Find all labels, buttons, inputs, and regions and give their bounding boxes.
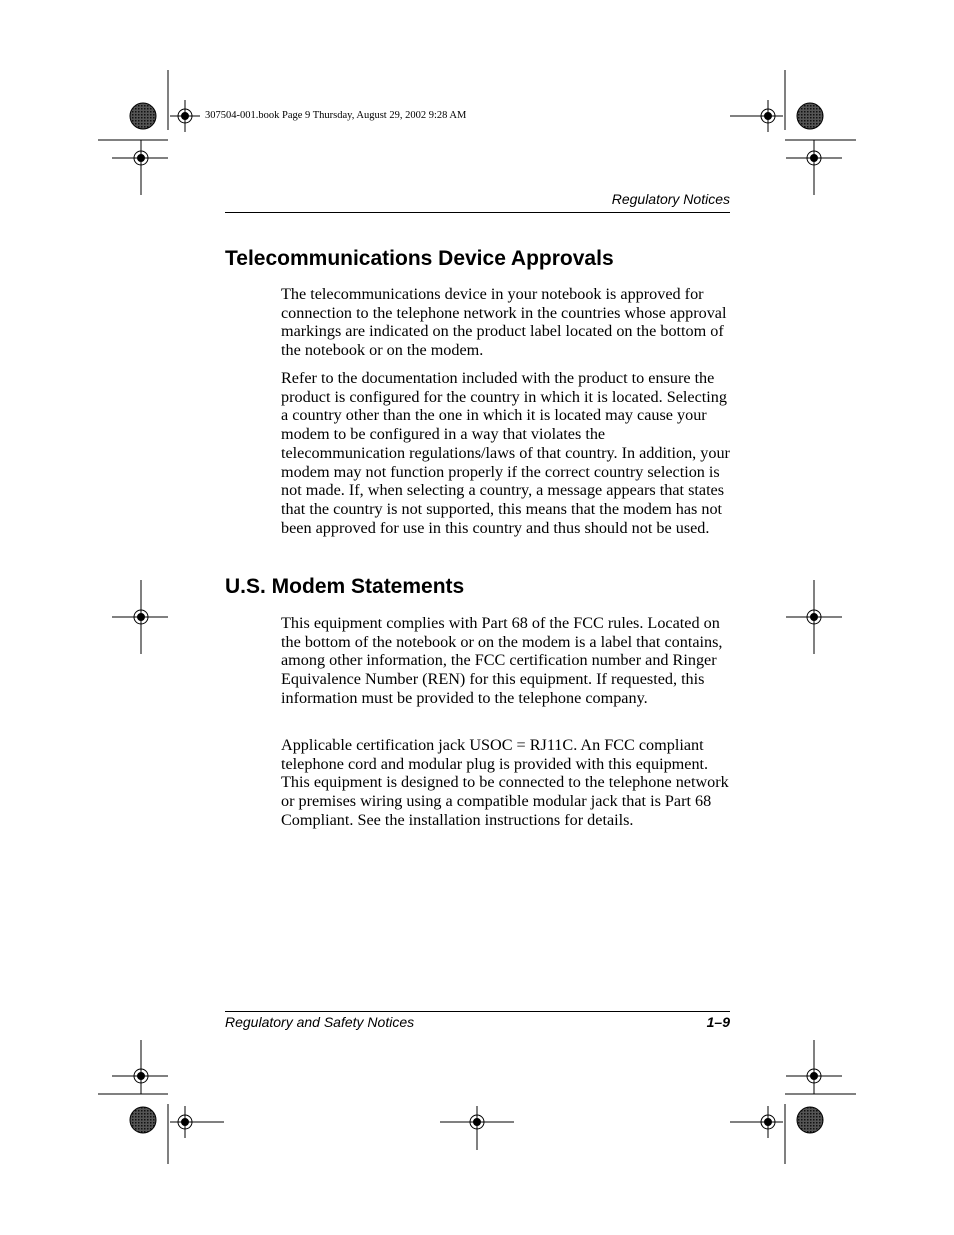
page-number: 1–9 xyxy=(706,1014,730,1030)
body-paragraph: Applicable certification jack USOC = RJ11C. An FCC compliant telephone cord and modular plug is provided with this equipment. This equipment is designed to be connected to the telephone network or premises wiring using a compatible modular jack that is Part 68 Compliant. See the installation instructions for details. xyxy=(281,736,729,829)
registration-target xyxy=(786,140,842,195)
section-heading: U.S. Modem Statements xyxy=(225,575,465,598)
registration-target xyxy=(112,580,168,654)
registration-target xyxy=(440,1106,514,1150)
running-header: Regulatory Notices xyxy=(611,191,730,207)
registration-target xyxy=(786,580,842,654)
starburst-mark-bottom-left xyxy=(130,1107,156,1133)
footer-chapter-title: Regulatory and Safety Notices xyxy=(225,1014,415,1030)
registration-target xyxy=(170,100,200,132)
starburst-mark-bottom-right xyxy=(797,1107,823,1133)
starburst-mark-top-right xyxy=(797,103,823,129)
body-paragraph: This equipment complies with Part 68 of the FCC rules. Located on the bottom of the notebook or on the modem is a label that contains, among other information, the FCC certification number and Ringer Equivalence Number (REN) for this equipment. If requested, this information must be provided to the telephone company. xyxy=(281,614,723,707)
registration-target xyxy=(112,140,168,195)
registration-target xyxy=(730,100,783,132)
registration-target xyxy=(112,1040,168,1094)
header-rule xyxy=(225,212,730,213)
section-heading: Telecommunications Device Approvals xyxy=(225,247,614,270)
body-paragraph: Refer to the documentation included with the product to ensure the product is configured for the country in which it is located. Selecting a country other than the one in which it is located may cause your modem to be configured in a way that violates the telecommunication regulations/laws of that country. In addition, your modem may not function properly if the correct country selection is not made. If, when selecting a country, a message appears that states that the country is not supported, this means that the modem has not been approved for use in this country and thus should not be used. xyxy=(281,369,730,537)
body-paragraph: The telecommunications device in your notebook is approved for connection to the telephone network in the countries whose approval markings are indicated on the product label located on the bottom of the notebook or on the modem. xyxy=(281,285,727,360)
registration-target xyxy=(170,1106,224,1138)
starburst-mark-top-left xyxy=(130,103,156,129)
print-info-line: 307504-001.book Page 9 Thursday, August 29, 2002 9:28 AM xyxy=(205,110,467,121)
registration-target xyxy=(786,1040,842,1094)
registration-target xyxy=(730,1106,783,1138)
footer-rule xyxy=(225,1011,730,1012)
